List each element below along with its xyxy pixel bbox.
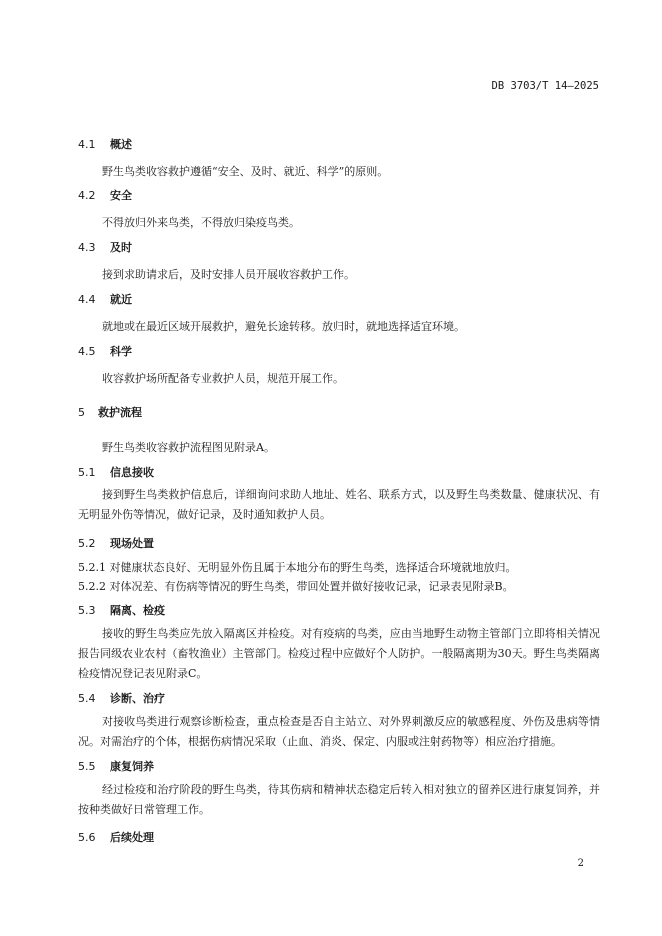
- heading-5-4: 5.4 诊断、治疗: [78, 692, 165, 705]
- heading-5: 5 救护流程: [78, 406, 142, 419]
- paragraph-4-4: 就地或在最近区域开展救护，避免长途转移。放归时，就地选择适宜环境。: [102, 320, 465, 333]
- list-item-5-2-2: 5.2.2 对体况差、有伤病等情况的野生鸟类，带回处置并做好接收记录，记录表见附录B。: [78, 580, 514, 593]
- heading-4-4: 4.4 就近: [78, 293, 132, 306]
- paragraph-4-3: 接到求助请求后，及时安排人员开展收容救护工作。: [102, 268, 355, 281]
- paragraph-5-1: 接到野生鸟类救护信息后，详细询问求助人地址、姓名、联系方式，以及野生鸟类数量、健康状况、有无明显外伤等情况，做好记录，及时通知救护人员。: [78, 488, 600, 521]
- heading-5-2: 5.2 现场处置: [78, 537, 154, 550]
- paragraph-4-1: 野生鸟类收容救护遵循“安全、及时、就近、科学”的原则。: [102, 165, 389, 178]
- heading-4-3: 4.3 及时: [78, 241, 132, 254]
- paragraph-5: 野生鸟类收容救护流程图见附录A。: [102, 441, 275, 454]
- heading-4-1: 4.1 概述: [78, 138, 132, 151]
- paragraph-4-2: 不得放归外来鸟类，不得放归染疫鸟类。: [102, 216, 300, 229]
- heading-5-1: 5.1 信息接收: [78, 466, 154, 479]
- paragraph-5-5: 经过检疫和治疗阶段的野生鸟类，待其伤病和精神状态稳定后转入相对独立的留养区进行康复饲养，并按种类做好日常管理工作。: [78, 783, 600, 816]
- heading-5-5: 5.5 康复饲养: [78, 760, 154, 773]
- paragraph-5-3: 接收的野生鸟类应先放入隔离区并检疫。对有疫病的鸟类，应由当地野生动物主管部门立即将相关情况报告同级农业农村（畜牧渔业）主管部门。检疫过程中应做好个人防护。一般隔离期为30天。野生鸟类隔离检疫情况登记表见附录C。: [78, 627, 600, 680]
- paragraph-5-4: 对接收鸟类进行观察诊断检查，重点检查是否自主站立、对外界刺激反应的敏感程度、外伤及患病等情况。对需治疗的个体，根据伤病情况采取（止血、消炎、保定、内服或注射药物等）相应治疗措施。: [78, 715, 600, 748]
- list-item-5-2-1: 5.2.1 对健康状态良好、无明显外伤且属于本地分布的野生鸟类，选择适合环境就地放归。: [78, 561, 517, 574]
- heading-5-6: 5.6 后续处理: [78, 831, 154, 844]
- heading-5-3: 5.3 隔离、检疫: [78, 604, 165, 617]
- heading-4-2: 4.2 安全: [78, 189, 132, 202]
- document-code: DB 3703/T 14—2025: [491, 80, 599, 92]
- page-number: 2: [577, 858, 584, 869]
- heading-4-5: 4.5 科学: [78, 345, 132, 358]
- paragraph-4-5: 收容救护场所配备专业救护人员，规范开展工作。: [102, 372, 344, 385]
